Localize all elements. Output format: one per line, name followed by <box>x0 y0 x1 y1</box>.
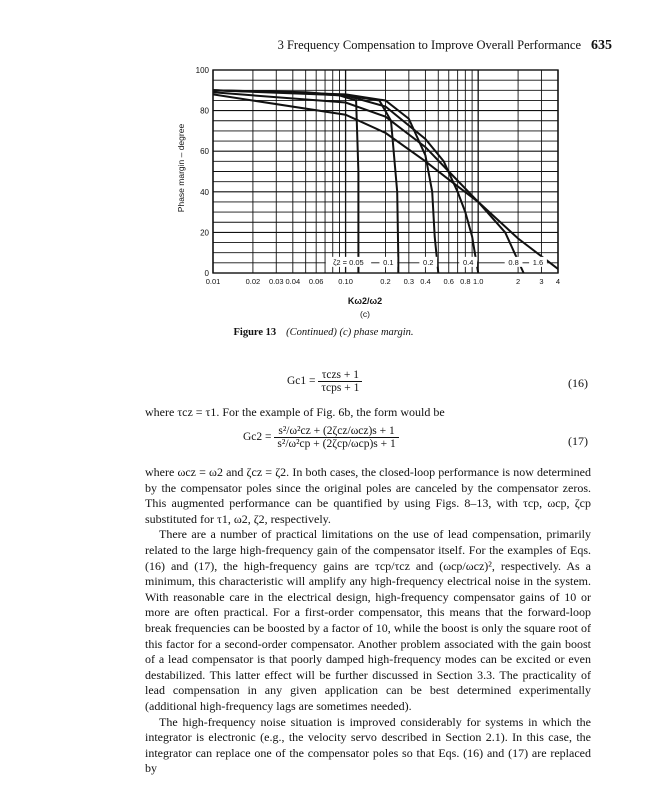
equation-17-denominator: s²/ω²cp + (2ζcp/ωcp)s + 1 <box>277 438 396 450</box>
figure-caption-text: (Continued) (c) phase margin. <box>286 327 414 338</box>
curve-label: 1.6 <box>532 257 544 267</box>
equation-17 <box>243 425 399 450</box>
phase-margin-chart <box>170 60 570 322</box>
y-tick-label: 60 <box>200 147 209 157</box>
equation-16-fraction <box>318 369 362 394</box>
paragraph-where-2: where ωcz = ω2 and ζcz = ζ2. In both cases, the closed-loop performance is now determined by the compensator poles since the original poles are canceled by the compensator zeros. This augmented performance can be quantified by using Figs. 8–13, with τcp, ωcp, ζcp substituted for τ1, ω2, ζ2, respectively. <box>145 465 591 526</box>
y-tick-labels <box>196 66 210 278</box>
x-tick-label: 1.0 <box>472 277 484 286</box>
figure-caption <box>0 327 647 338</box>
curve-label: 0.1 <box>383 257 394 267</box>
y-tick-label: 40 <box>200 187 209 197</box>
equation-17-fraction <box>274 425 398 450</box>
y-axis-label: Phase margin – degree <box>176 123 186 213</box>
paragraph-noise: The high-frequency noise situation is improved considerably for systems in which the integrator is electronic (e.g., the velocity servo described in Section 2.1). In this case, the integrator can replace one of the compensator poles so that Eqs. (16) and (17) are replaced by <box>145 714 591 776</box>
x-tick-label: 0.8 <box>460 277 471 286</box>
y-tick-label: 80 <box>200 106 209 116</box>
figure-number: Figure 13 <box>233 327 277 338</box>
y-tick-label: 0 <box>204 269 209 278</box>
x-tick-label: 0.01 <box>205 277 221 286</box>
curve-label: ζ2 = 0.05 <box>333 257 364 267</box>
x-tick-label: 0.2 <box>380 277 391 286</box>
equation-17-number: (17) <box>568 434 588 448</box>
x-tick-label: 0.6 <box>443 277 454 286</box>
equation-16-denominator: τcps + 1 <box>321 382 360 394</box>
running-title: 3 Frequency Compensation to Improve Overall Performance <box>277 38 581 52</box>
page-number: 635 <box>591 38 612 53</box>
equation-16 <box>287 369 362 394</box>
running-header <box>0 38 612 54</box>
paragraph-where-1 <box>145 405 591 421</box>
x-tick-label: 3 <box>539 277 544 286</box>
equation-17-numerator: s²/ω²cz + (2ζcz/ωcz)s + 1 <box>274 425 398 438</box>
x-axis-sublabel: (c) <box>360 309 370 319</box>
x-tick-label: 0.03 <box>268 277 284 286</box>
equation-16-lhs: Gc1 = <box>287 375 316 388</box>
series-line <box>213 92 524 273</box>
x-tick-label: 0.06 <box>308 277 324 286</box>
x-tick-labels <box>206 277 560 286</box>
paragraph-limitations: There are a number of practical limitations on the use of lead compensation, primarily related to the large high-frequency gain of the compensator itself. For the examples of Eqs. (16) and (17), the high-frequency gains are τcp/τcz and (ωcp/ωcz)², respectively. As a minimum, this characteristic will amplify any high-frequency electrical noise in the system. With reasonable care in the electrical design, high-frequency compensator gains of 10 or more are often practical. For a first-order compensator, this means that the forward-loop break frequencies can be boosted by a factor of 10, while the boost is only the square root of this factor for a second-order compensator. Another problem associated with the gain boost of a lead compensator is that poorly damped high-frequency modes can be excited or even destabilized. This latter effect will be further discussed in Section 3.3. The practicality of lead compensation in any given application can be best determined experimentally (additional high-frequency lags are sometimes needed). <box>145 527 591 713</box>
curve-label: 0.4 <box>462 257 474 267</box>
x-tick-label: 0.10 <box>338 277 353 286</box>
x-tick-label: 2 <box>516 277 521 286</box>
body-text <box>145 465 591 777</box>
x-tick-label: 4 <box>555 277 561 286</box>
equation-16-numerator: τczs + 1 <box>318 369 362 382</box>
y-tick-label: 20 <box>200 228 209 238</box>
x-tick-label: 0.04 <box>285 277 301 286</box>
curve-label: 0.8 <box>508 257 519 267</box>
x-tick-label: 0.3 <box>403 277 415 286</box>
curve-labels <box>326 257 547 267</box>
equation-16-number: (16) <box>568 376 588 390</box>
paragraph-where-1-text: where τcz = τ1. For the example of Fig. 6b, the form would be <box>145 405 445 419</box>
curve-label: 0.2 <box>423 257 434 267</box>
x-tick-label: 0.4 <box>420 277 431 286</box>
x-axis-label: Kω2/ω2 <box>347 296 383 306</box>
equation-17-lhs: Gc2 = <box>243 431 272 444</box>
x-tick-label: 0.02 <box>245 277 261 286</box>
y-tick-label: 100 <box>195 66 209 75</box>
